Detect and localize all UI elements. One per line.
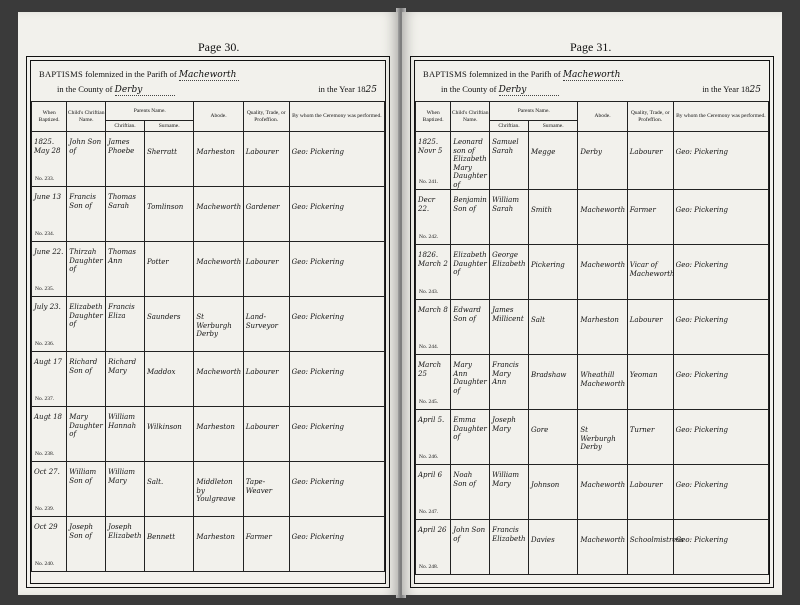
- cell-surname: Bradshaw: [528, 355, 577, 410]
- col-abode: Abode.: [194, 102, 243, 132]
- table-row: [416, 300, 769, 355]
- baptism-table: [415, 101, 769, 575]
- table-row: [416, 245, 769, 300]
- entry-number: No. 248.: [419, 563, 439, 570]
- cell-parents: William Hannah: [106, 407, 145, 462]
- col-by-whom: By whom the Ceremony was performed.: [289, 102, 384, 132]
- register-title: [37, 65, 379, 99]
- col-by-whom: By whom the Ceremony was performed.: [673, 102, 768, 132]
- entry-number: No. 235.: [35, 285, 55, 292]
- col-surname: Surname.: [528, 121, 577, 132]
- cell-parents: William Sarah: [490, 190, 529, 245]
- cell-by: Geo: Pickering: [673, 410, 768, 465]
- cell-abode: Macheworth: [194, 242, 243, 297]
- table-row: [32, 352, 385, 407]
- cell-surname: Tomlinson: [144, 187, 193, 242]
- col-abode: Abode.: [578, 102, 627, 132]
- col-child: Child's Chriftian Name.: [451, 102, 490, 132]
- cell-parents: James Millicent: [490, 300, 529, 355]
- col-child: Child's Chriftian Name.: [67, 102, 106, 132]
- cell-surname: Saunders: [144, 297, 193, 352]
- col-christian: Chriftian.: [106, 121, 145, 132]
- cell-date: July 23. No. 236.: [32, 297, 67, 352]
- cell-by: Geo: Pickering: [289, 132, 384, 187]
- cell-abode: Marheston: [578, 300, 627, 355]
- entry-number: No. 242.: [419, 233, 439, 240]
- col-christian: Chriftian.: [490, 121, 529, 132]
- cell-by: Geo: Pickering: [289, 517, 384, 572]
- county-value: Derby: [115, 85, 175, 96]
- parish-value: Macheworth: [179, 70, 239, 81]
- cell-quality: Farmer: [243, 517, 289, 572]
- cell-by: Geo: Pickering: [673, 300, 768, 355]
- table-row: [416, 190, 769, 245]
- entry-number: No. 245.: [419, 398, 439, 405]
- table-row: [416, 520, 769, 575]
- cell-child: John Son of: [451, 520, 490, 575]
- cell-date: Augt 17 No. 237.: [32, 352, 67, 407]
- cell-parents: Joseph Mary: [490, 410, 529, 465]
- table-row: [32, 242, 385, 297]
- baptisms-heading: BAPTISMS: [423, 69, 467, 79]
- cell-quality: Labourer: [627, 132, 673, 190]
- solemnized-label: folemnized in the Parifh of: [469, 69, 561, 79]
- table-row: [32, 517, 385, 572]
- cell-surname: Salt.: [144, 462, 193, 517]
- cell-child: Mary Ann Daughter of: [451, 355, 490, 410]
- cell-by: Geo: Pickering: [673, 520, 768, 575]
- cell-date: 1825. Novr 5 No. 241.: [416, 132, 451, 190]
- cell-child: Elizabeth Daughter of: [451, 245, 490, 300]
- cell-date: Oct 29 No. 240.: [32, 517, 67, 572]
- col-quality: Quality, Trade, or Profeffion.: [243, 102, 289, 132]
- entry-number: No. 247.: [419, 508, 439, 515]
- cell-date: Oct 27. No. 239.: [32, 462, 67, 517]
- cell-parents: Samuel Sarah: [490, 132, 529, 190]
- cell-abode: Derby: [578, 132, 627, 190]
- cell-child: Leonard son of Elizabeth Mary Daughter of: [451, 132, 490, 190]
- entry-number: No. 234.: [35, 230, 55, 237]
- solemnized-label: folemnized in the Parifh of: [85, 69, 177, 79]
- col-surname: Surname.: [144, 121, 193, 132]
- cell-quality: Gardener: [243, 187, 289, 242]
- cell-quality: Labourer: [243, 242, 289, 297]
- cell-by: Geo: Pickering: [289, 297, 384, 352]
- cell-quality: Labourer: [243, 352, 289, 407]
- baptism-table: [31, 101, 385, 572]
- cell-surname: Davies: [528, 520, 577, 575]
- cell-abode: St Werburgh Derby: [578, 410, 627, 465]
- col-quality: Quality, Trade, or Profeffion.: [627, 102, 673, 132]
- cell-quality: Labourer: [243, 407, 289, 462]
- cell-abode: St Werburgh Derby: [194, 297, 243, 352]
- cell-child: Noah Son of: [451, 465, 490, 520]
- table-row: [32, 187, 385, 242]
- register-frame: [26, 56, 390, 588]
- cell-quality: Vicar of Macheworth: [627, 245, 673, 300]
- cell-surname: Sherratt: [144, 132, 193, 187]
- cell-child: Elizabeth Daughter of: [67, 297, 106, 352]
- entry-number: No. 239.: [35, 505, 55, 512]
- cell-surname: Bennett: [144, 517, 193, 572]
- cell-parents: Francis Mary Ann: [490, 355, 529, 410]
- entry-number: No. 233.: [35, 175, 55, 182]
- cell-by: Geo: Pickering: [673, 132, 768, 190]
- register-title: [421, 65, 763, 99]
- cell-parents: Francis Eliza: [106, 297, 145, 352]
- cell-child: Joseph Son of: [67, 517, 106, 572]
- cell-date: 1825. May 28 No. 233.: [32, 132, 67, 187]
- left-page: [18, 12, 398, 595]
- cell-parents: Richard Mary: [106, 352, 145, 407]
- cell-by: Geo: Pickering: [289, 462, 384, 517]
- cell-parents: Thomas Sarah: [106, 187, 145, 242]
- cell-child: Thirzah Daughter of: [67, 242, 106, 297]
- cell-quality: Farmer: [627, 190, 673, 245]
- cell-abode: Wheathill Macheworth: [578, 355, 627, 410]
- cell-date: April 26 No. 248.: [416, 520, 451, 575]
- table-row: [32, 297, 385, 352]
- cell-child: Mary Daughter of: [67, 407, 106, 462]
- entry-number: No. 246.: [419, 453, 439, 460]
- cell-parents: Francis Elizabeth: [490, 520, 529, 575]
- table-row: [416, 355, 769, 410]
- entry-number: No. 236.: [35, 340, 55, 347]
- cell-abode: Marheston: [194, 517, 243, 572]
- entry-number: No. 243.: [419, 288, 439, 295]
- year-label: in the Year 18: [702, 84, 750, 94]
- cell-abode: Marheston: [194, 407, 243, 462]
- cell-surname: Megge: [528, 132, 577, 190]
- right-page: [402, 12, 782, 595]
- table-row: [416, 410, 769, 465]
- county-value: Derby: [499, 85, 559, 96]
- cell-child: Edward Son of: [451, 300, 490, 355]
- cell-surname: Maddox: [144, 352, 193, 407]
- entry-number: No. 244.: [419, 343, 439, 350]
- cell-surname: Smith: [528, 190, 577, 245]
- cell-child: William Son of: [67, 462, 106, 517]
- cell-child: Francis Son of: [67, 187, 106, 242]
- table-row: [32, 462, 385, 517]
- cell-date: Augt 18 No. 238.: [32, 407, 67, 462]
- register-inner: [30, 60, 386, 584]
- cell-quality: Land-Surveyor: [243, 297, 289, 352]
- cell-parents: Thomas Ann: [106, 242, 145, 297]
- cell-date: June 13 No. 234.: [32, 187, 67, 242]
- cell-parents: Joseph Elizabeth: [106, 517, 145, 572]
- cell-date: June 22. No. 235.: [32, 242, 67, 297]
- entry-number: No. 238.: [35, 450, 55, 457]
- county-label: in the County of: [57, 84, 113, 94]
- cell-child: Emma Daughter of: [451, 410, 490, 465]
- cell-quality: Labourer: [627, 465, 673, 520]
- cell-by: Geo: Pickering: [673, 245, 768, 300]
- register-inner: [414, 60, 770, 584]
- cell-abode: Macheworth: [578, 190, 627, 245]
- cell-surname: Wilkinson: [144, 407, 193, 462]
- cell-abode: Macheworth: [578, 465, 627, 520]
- cell-by: Geo: Pickering: [289, 242, 384, 297]
- cell-by: Geo: Pickering: [673, 190, 768, 245]
- year-label: in the Year 18: [318, 84, 366, 94]
- cell-date: March 8 No. 244.: [416, 300, 451, 355]
- cell-by: Geo: Pickering: [289, 187, 384, 242]
- cell-date: April 6 No. 247.: [416, 465, 451, 520]
- table-row: [416, 132, 769, 190]
- cell-quality: Tape-Weaver: [243, 462, 289, 517]
- cell-abode: Macheworth: [194, 352, 243, 407]
- cell-abode: Macheworth: [194, 187, 243, 242]
- table-row: [32, 132, 385, 187]
- col-parents: Parents Name.: [106, 102, 194, 121]
- cell-parents: George Elizabeth: [490, 245, 529, 300]
- cell-quality: Labourer: [627, 300, 673, 355]
- cell-surname: Gore: [528, 410, 577, 465]
- cell-abode: Marheston: [194, 132, 243, 187]
- cell-date: 1826. March 2 No. 243.: [416, 245, 451, 300]
- cell-surname: Johnson: [528, 465, 577, 520]
- col-when: When Baptized.: [32, 102, 67, 132]
- cell-surname: Salt: [528, 300, 577, 355]
- parish-value: Macheworth: [563, 70, 623, 81]
- cell-abode: Macheworth: [578, 520, 627, 575]
- cell-parents: William Mary: [490, 465, 529, 520]
- baptisms-heading: BAPTISMS: [39, 69, 83, 79]
- cell-quality: Yeoman: [627, 355, 673, 410]
- table-row: [32, 407, 385, 462]
- col-when: When Baptized.: [416, 102, 451, 132]
- entry-number: No. 241.: [419, 178, 439, 185]
- page-number: Page 31.: [570, 40, 612, 54]
- page-number: Page 30.: [198, 40, 240, 54]
- cell-abode: Middleton by Youlgreave: [194, 462, 243, 517]
- cell-abode: Macheworth: [578, 245, 627, 300]
- cell-quality: Schoolmistress: [627, 520, 673, 575]
- entry-number: No. 237.: [35, 395, 55, 402]
- cell-child: Benjamin Son of: [451, 190, 490, 245]
- cell-surname: Pickering: [528, 245, 577, 300]
- cell-date: Decr 22. No. 242.: [416, 190, 451, 245]
- cell-parents: William Mary: [106, 462, 145, 517]
- cell-date: April 5. No. 246.: [416, 410, 451, 465]
- cell-parents: James Phoebe: [106, 132, 145, 187]
- county-label: in the County of: [441, 84, 497, 94]
- entry-number: No. 240.: [35, 560, 55, 567]
- table-row: [416, 465, 769, 520]
- col-parents: Parents Name.: [490, 102, 578, 121]
- cell-child: John Son of: [67, 132, 106, 187]
- cell-quality: Labourer: [243, 132, 289, 187]
- cell-by: Geo: Pickering: [673, 465, 768, 520]
- cell-by: Geo: Pickering: [289, 407, 384, 462]
- register-frame: [410, 56, 774, 588]
- year-value: 25: [749, 85, 761, 95]
- cell-by: Geo: Pickering: [289, 352, 384, 407]
- year-value: 25: [365, 85, 377, 95]
- cell-date: March 25 No. 245.: [416, 355, 451, 410]
- cell-child: Richard Son of: [67, 352, 106, 407]
- cell-quality: Turner: [627, 410, 673, 465]
- cell-surname: Potter: [144, 242, 193, 297]
- cell-by: Geo: Pickering: [673, 355, 768, 410]
